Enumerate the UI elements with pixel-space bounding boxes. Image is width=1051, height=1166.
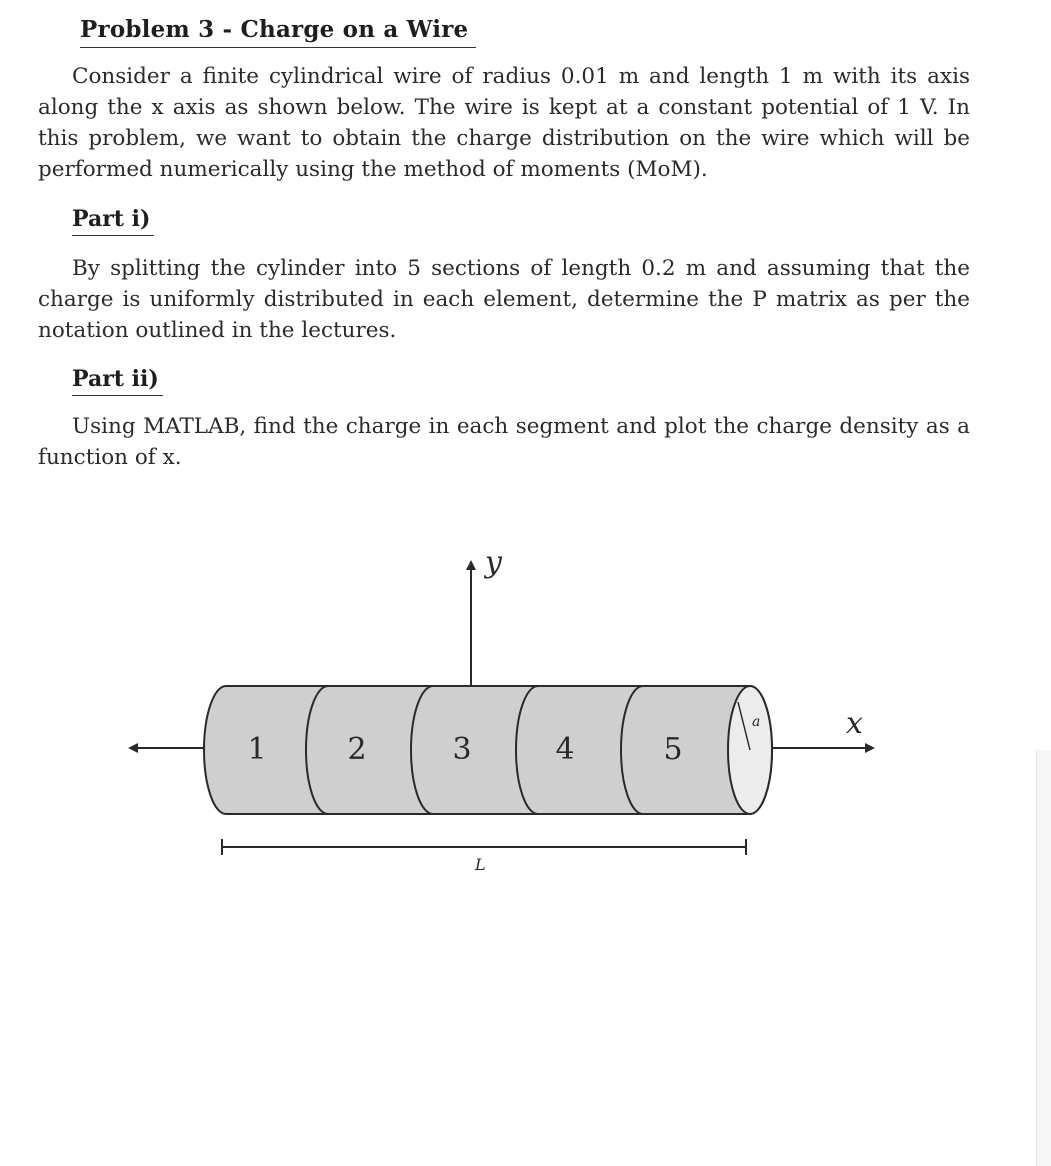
segment-label-2: 2 [347, 732, 367, 767]
segment-label-3: 3 [452, 732, 472, 767]
segment-label-1: 1 [247, 732, 267, 767]
segment-label-5: 5 [663, 732, 683, 767]
radius-label: a [752, 714, 761, 730]
length-label: L [475, 855, 486, 874]
part-2-text: Using MATLAB, find the charge in each segment and plot the charge density as a function of x. [38, 414, 970, 470]
y-axis-label: y [485, 545, 502, 580]
segment-label-4: 4 [555, 732, 575, 767]
part-1-text: By splitting the cylinder into 5 sections of length 0.2 m and assuming that the charge is uniformly distributed in each element, determine the P matrix as per the notation outlined in the lectures. [38, 256, 970, 343]
problem-title: Problem 3 - Charge on a Wire [80, 16, 476, 48]
intro-paragraph: Consider a finite cylindrical wire of radius 0.01 m and length 1 m with its axis along the x axis as shown below. The wire is kept at a constant potential of 1 V. In this problem, we want to obtain the charge distribution on the wire which will be performed numerically using the method of moments (MoM). [38, 64, 970, 182]
scrollbar-track[interactable] [1036, 750, 1051, 1166]
part-2-heading: Part ii) [72, 366, 163, 396]
cylinder-body [204, 686, 772, 814]
part-1-heading: Part i) [72, 206, 154, 236]
x-axis-label: x [846, 706, 863, 741]
wire-diagram [0, 530, 1051, 890]
